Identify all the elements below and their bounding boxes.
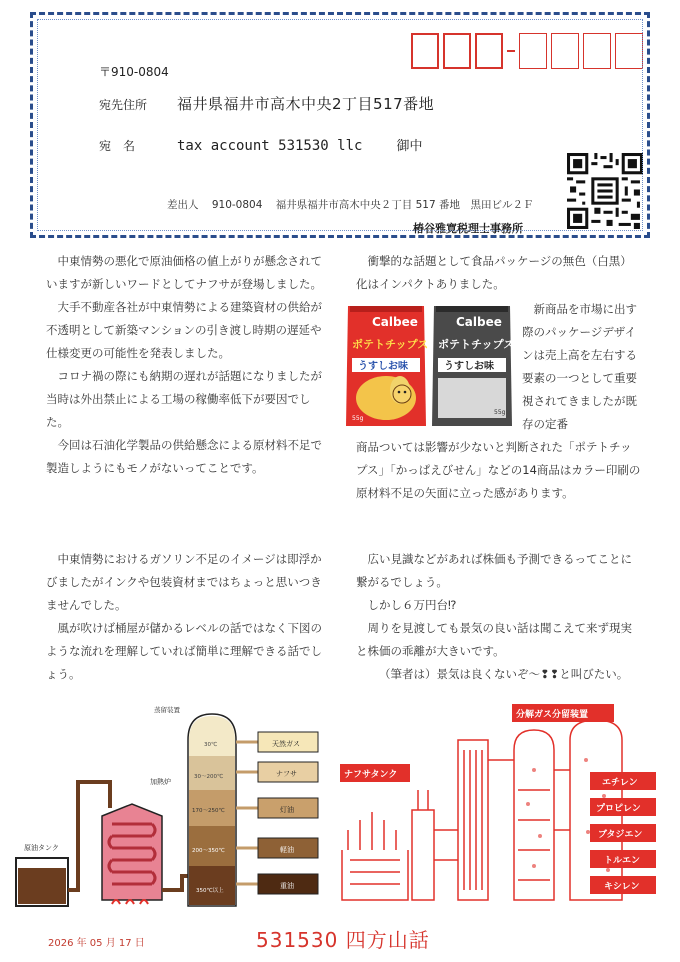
temp-3: 170～250℃ <box>192 808 225 814</box>
temp-5: 350℃以上 <box>196 888 224 894</box>
qr-code-icon <box>567 153 643 229</box>
sender-address: 福井県福井市高木中央２丁目 517 番地 黒田ビル２Ｆ <box>275 199 534 211</box>
zip-box <box>615 33 643 69</box>
footer-title: 531530 四方山話 <box>256 928 430 952</box>
article-left-bottom <box>46 548 326 686</box>
zip-box <box>519 33 547 69</box>
cracker-product-5: キシレン <box>604 882 640 892</box>
chips-product-color: ポテトチップス <box>352 338 429 351</box>
article-right-top <box>356 250 640 296</box>
sender-office: 椿谷雅寛税理士事務所 <box>413 222 523 235</box>
product-2: ナフサ <box>276 770 297 778</box>
honorific: 御中 <box>396 139 423 154</box>
article-right-wrap <box>522 298 640 436</box>
cracker-product-2: プロピレン <box>596 804 641 814</box>
product-5: 重油 <box>280 882 294 890</box>
paragraph: （筆者は）景気は良くないぞ～❢❢と叫びたい。 <box>379 667 629 681</box>
paragraph: 新商品を市場に出す際のパッケージデザインは売上高を左右する要素の一つとして重要視されてきましたが既存の定番 <box>522 302 637 431</box>
paragraph: 周りを見渡しても景気の良い話は聞こえて来ず現実と株価の乖離が大きいです。 <box>356 621 632 658</box>
product-3: 灯油 <box>280 806 294 814</box>
sender-label: 差出人 <box>167 199 199 211</box>
zip-box <box>551 33 579 69</box>
zip-box <box>411 33 439 69</box>
recipient-zip: 〒910-0804 <box>99 65 169 79</box>
paragraph: 大手不動産各社が中東情勢による建築資材の供給が不透明として新築マンションの引き渡し時期の遅延や仕様変更の可能性を発表しました。 <box>46 300 322 360</box>
paragraph: しかし６万円台⁉ <box>367 598 457 612</box>
paragraph: 中東情勢の悪化で原油価格の値上がりが懸念されていますが新しいワードとしてナフサが登場しました。 <box>46 254 322 291</box>
chips-flavor-mono: うすしお味 <box>444 361 494 372</box>
product-1: 天然ガス <box>272 740 300 748</box>
name-value: tax account 531530 llc <box>177 138 363 154</box>
sender-zip: 910-0804 <box>211 199 263 211</box>
paragraph: 今回は石油化学製品の供給懸念による原材料不足で製造しようにもモノがないってことです。 <box>46 438 322 475</box>
cracker-product-4: トルエン <box>604 856 641 866</box>
cracker-label: 分解ガス分留装置 <box>516 710 589 720</box>
cracker-product-3: ブタジエン <box>598 830 643 840</box>
distiller-label: 蒸留装置 <box>154 706 180 714</box>
paragraph: 風が吹けば桶屋が儲かるレベルの話ではなく下図のような流れを理解していれば簡単に理解できる話でしょう。 <box>46 621 322 681</box>
article-right-after <box>356 436 642 505</box>
chips-weight-color: 55g <box>352 415 364 422</box>
zip-box <box>475 33 503 69</box>
temp-1: 30℃ <box>204 742 218 748</box>
chips-package-image <box>344 302 514 430</box>
name-row <box>99 135 422 154</box>
temp-4: 200～350℃ <box>192 848 225 854</box>
article-left-top <box>46 250 326 480</box>
postcard-header <box>30 12 650 238</box>
furnace-label: 加熱炉 <box>150 778 171 786</box>
paragraph: 商品ついては影響が少ないと判断された「ポテトチップス」「かっぱえびせん」などの14商品はカラー印刷の原材料不足の矢面に立った感があります。 <box>356 440 641 500</box>
chips-weight-mono: 55g <box>494 409 506 416</box>
paragraph: 広い見識などがあれば株価も予測できるってことに繋がるでしょう。 <box>356 552 632 589</box>
chips-brand-mono: Calbee <box>456 315 502 329</box>
zip-box <box>583 33 611 69</box>
zip-dash <box>507 50 515 52</box>
paragraph: コロナ禍の際にも納期の遅れが話題になりましたが当時は外出禁止による工場の稼働率低下が要因でした。 <box>46 369 322 429</box>
address-value: 福井県福井市高木中央2丁目517番地 <box>177 95 435 113</box>
zip-box <box>443 33 471 69</box>
address-label: 宛先住所 <box>99 98 148 112</box>
naphtha-tank-label: ナフサタンク <box>344 770 398 780</box>
chips-product-mono: ポテトチップス <box>438 338 514 351</box>
cracker-product-1: エチレン <box>602 778 638 788</box>
distillation-diagram <box>10 700 340 925</box>
cracker-diagram <box>338 700 670 910</box>
product-4: 軽油 <box>280 846 294 854</box>
chips-brand-color: Calbee <box>372 315 418 329</box>
temp-2: 30～200℃ <box>194 774 224 780</box>
article-right-bottom <box>356 548 640 686</box>
name-label: 宛 名 <box>99 139 136 153</box>
footer-date: 2026 年 05 月 17 日 <box>48 938 145 949</box>
sender-line <box>167 197 543 212</box>
chips-flavor-color: うすしお味 <box>358 361 408 372</box>
paragraph: 中東情勢におけるガソリン不足のイメージは即浮かびましたがインクや包装資材まではちょっと思いつきませんでした。 <box>46 552 322 612</box>
paragraph: 衝撃的な話題として食品パッケージの無色（白黒）化はインパクトありました。 <box>356 254 632 291</box>
crude-tank-label: 原油タンク <box>24 844 59 852</box>
address-row <box>99 93 434 114</box>
zip-code-boxes <box>411 33 647 69</box>
